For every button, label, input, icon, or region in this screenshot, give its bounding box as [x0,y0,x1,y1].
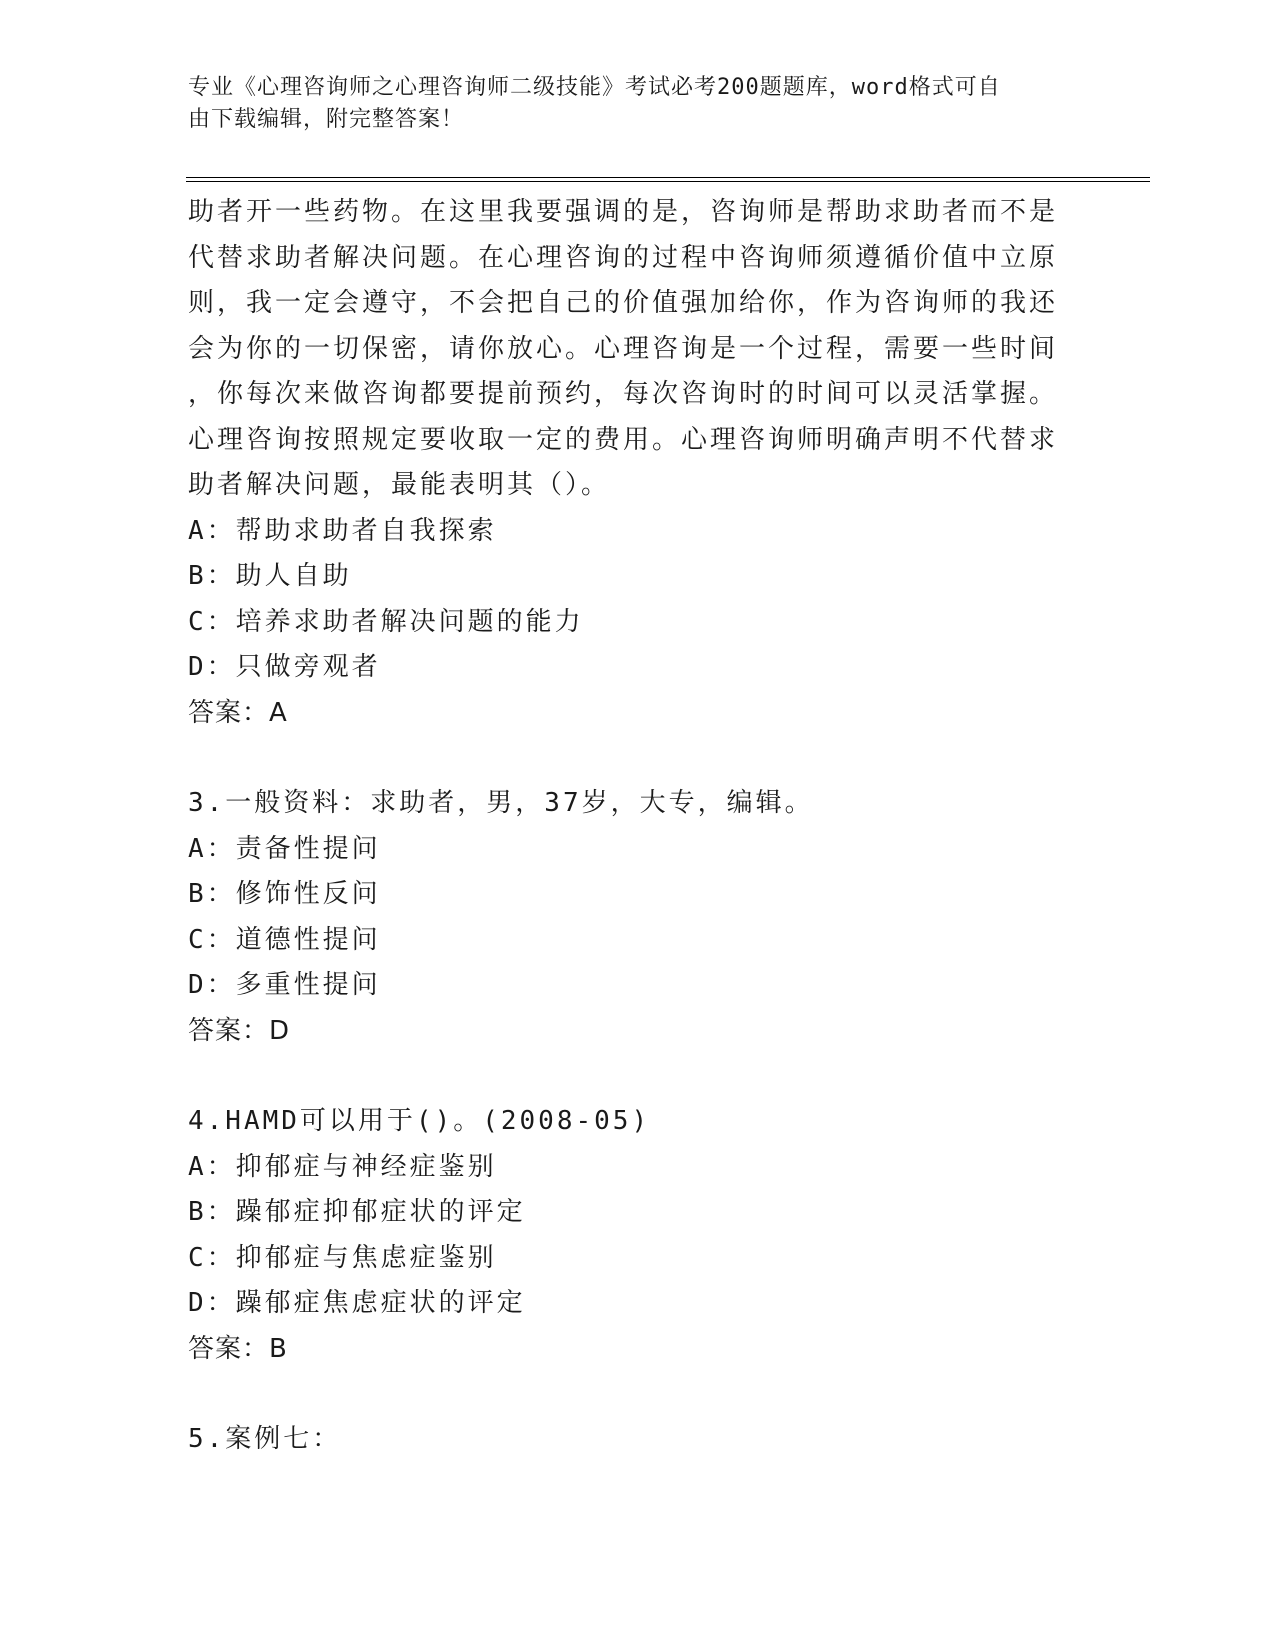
question-title: 3.一般资料：求助者，男，37岁，大专，编辑。 [188,788,814,818]
answer-line: 答案：B [188,1333,288,1364]
option-a: A：抑郁症与神经症鉴别 [188,1151,497,1182]
question-3 [188,781,1068,1054]
spacer [188,1054,1068,1099]
spacer [188,1372,1068,1417]
header-line-1: 专业《心理咨询师之心理咨询师二级技能》考试必考200题题库，word格式可自 [188,75,1001,100]
stem-line: 代替求助者解决问题。在心理咨询的过程中咨询师须遵循价值中立原 [188,242,1059,273]
stem-line: 会为你的一切保密，请你放心。心理咨询是一个过程，需要一些时间 [188,333,1059,364]
stem-line: 助者解决问题，最能表明其（）。 [188,470,611,500]
answer-line: 答案：D [188,1015,291,1046]
option-a: A：责备性提问 [188,833,381,864]
question-5 [188,1417,1068,1463]
question-stem [188,190,1068,509]
option-c: C：抑郁症与焦虑症鉴别 [188,1242,497,1273]
option-d: D：多重性提问 [188,970,381,1000]
option-c: C：培养求助者解决问题的能力 [188,606,584,637]
option-b: B：助人自助 [188,561,352,591]
question-2 [188,190,1068,736]
question-4 [188,1099,1068,1372]
answer-line: 答案：A [188,697,288,728]
option-d: D：只做旁观者 [188,652,381,682]
option-d: D：躁郁症焦虑症状的评定 [188,1288,526,1318]
option-b: B：修饰性反问 [188,879,381,909]
document-body [188,190,1068,1463]
header-line-2: 由下载编辑，附完整答案！ [188,107,465,132]
stem-line: 则，我一定会遵守，不会把自己的价值强加给你，作为咨询师的我还 [188,288,1059,318]
question-title: 4.HAMD可以用于()。(2008-05) [188,1106,651,1136]
header-double-rule [186,177,1150,182]
option-a: A：帮助求助者自我探索 [188,515,497,546]
stem-line: 心理咨询按照规定要收取一定的费用。心理咨询师明确声明不代替求 [188,424,1059,455]
stem-line: 助者开一些药物。在这里我要强调的是，咨询师是帮助求助者而不是 [188,197,1059,227]
spacer [188,736,1068,781]
document-header [188,72,1068,136]
stem-line: ，你每次来做咨询都要提前预约，每次咨询时的时间可以灵活掌握。 [188,379,1059,409]
option-b: B：躁郁症抑郁症状的评定 [188,1197,526,1227]
question-title: 5.案例七： [188,1424,342,1454]
option-c: C：道德性提问 [188,924,381,955]
